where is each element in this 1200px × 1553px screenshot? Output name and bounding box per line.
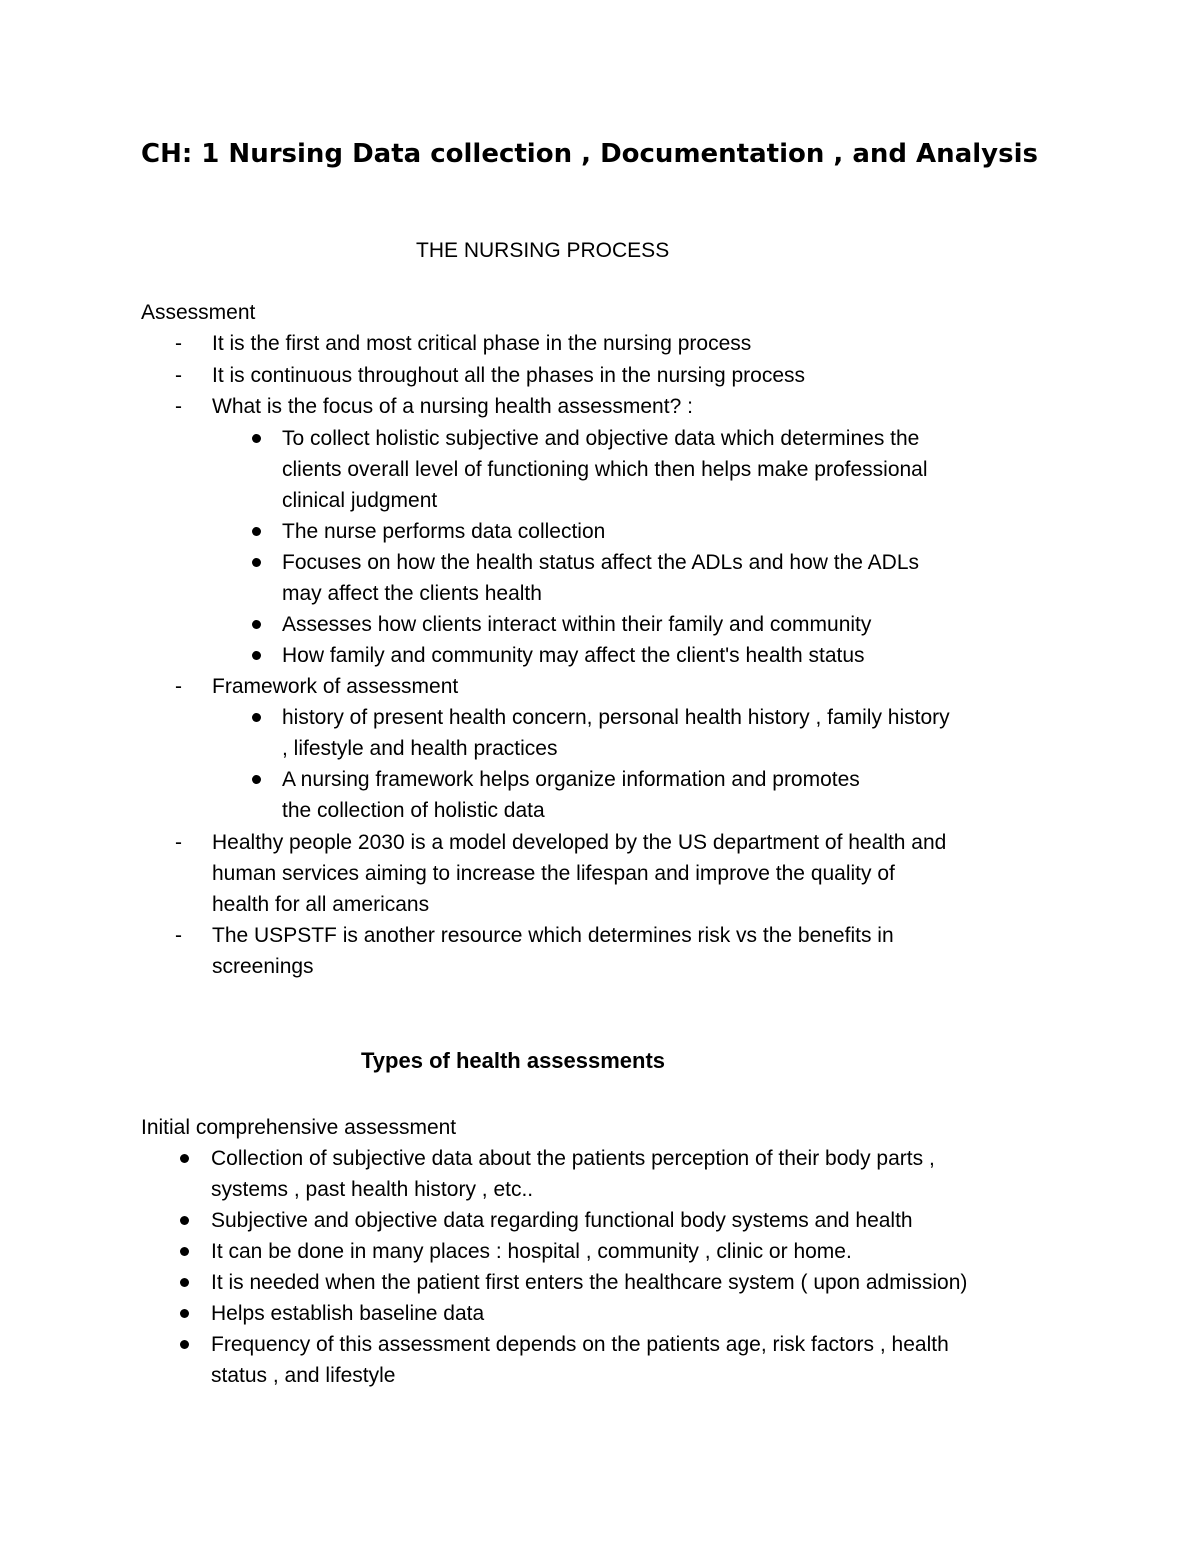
list-item: A nursing framework helps organize information and promotes: [282, 768, 860, 791]
list-item: Framework of assessment: [212, 675, 459, 698]
bullet-marker: [252, 527, 261, 536]
list-item: The nurse performs data collection: [282, 520, 606, 543]
bullet-marker: [252, 775, 261, 784]
list-item: The USPSTF is another resource which determines risk vs the benefits in: [212, 924, 894, 947]
bullet-marker: [252, 713, 261, 722]
process-heading: THE NURSING PROCESS: [416, 239, 670, 262]
bullet-marker: [252, 651, 261, 660]
list-item: Focuses on how the health status affect the ADLs and how the ADLs: [282, 551, 920, 574]
list-item: It is needed when the patient first enters the healthcare system ( upon admission): [211, 1271, 968, 1294]
list-item: Assesses how clients interact within their family and community: [282, 613, 872, 636]
list-item-continued: , lifestyle and health practices: [282, 737, 558, 760]
list-item-continued: may affect the clients health: [282, 582, 542, 605]
list-item-continued: the collection of holistic data: [282, 799, 545, 822]
bullet-marker: [180, 1247, 189, 1256]
document-title: CH: 1 Nursing Data collection , Documentation , and Analysis: [141, 139, 1038, 169]
initial-assessment-heading: Initial comprehensive assessment: [141, 1116, 457, 1139]
list-item: What is the focus of a nursing health assessment? :: [212, 395, 693, 418]
list-item-continued: clients overall level of functioning which then helps make professional: [282, 458, 928, 481]
dash-marker: -: [175, 831, 182, 854]
bullet-marker: [180, 1278, 189, 1287]
bullet-marker: [252, 558, 261, 567]
list-item-continued: health for all americans: [212, 893, 430, 916]
list-item: Subjective and objective data regarding functional body systems and health: [211, 1209, 913, 1232]
list-item: To collect holistic subjective and objective data which determines the: [282, 427, 920, 450]
list-item: How family and community may affect the client's health status: [282, 644, 865, 667]
list-item: It can be done in many places : hospital , community , clinic or home.: [211, 1240, 852, 1263]
bullet-marker: [180, 1216, 189, 1225]
assessment-heading: Assessment: [141, 301, 256, 324]
list-item: Frequency of this assessment depends on the patients age, risk factors , health: [211, 1333, 949, 1356]
dash-marker: -: [175, 675, 182, 698]
dash-marker: -: [175, 395, 182, 418]
list-item-continued: screenings: [212, 955, 314, 978]
dash-marker: -: [175, 364, 182, 387]
list-item: It is continuous throughout all the phases in the nursing process: [212, 364, 806, 387]
bullet-marker: [180, 1309, 189, 1318]
list-item: Collection of subjective data about the patients perception of their body parts ,: [211, 1147, 935, 1170]
bullet-marker: [252, 434, 261, 443]
bullet-marker: [252, 620, 261, 629]
types-heading: Types of health assessments: [361, 1048, 666, 1073]
list-item: It is the first and most critical phase in the nursing process: [212, 332, 752, 355]
list-item-continued: systems , past health history , etc..: [211, 1178, 534, 1201]
bullet-marker: [180, 1154, 189, 1163]
list-item-continued: clinical judgment: [282, 489, 438, 512]
list-item: Healthy people 2030 is a model developed by the US department of health and: [212, 831, 947, 854]
dash-marker: -: [175, 332, 182, 355]
dash-marker: -: [175, 924, 182, 947]
list-item: history of present health concern, personal health history , family history: [282, 706, 950, 729]
bullet-marker: [180, 1340, 189, 1349]
list-item-continued: human services aiming to increase the lifespan and improve the quality of: [212, 862, 895, 885]
list-item-continued: status , and lifestyle: [211, 1364, 396, 1387]
list-item: Helps establish baseline data: [211, 1302, 485, 1325]
